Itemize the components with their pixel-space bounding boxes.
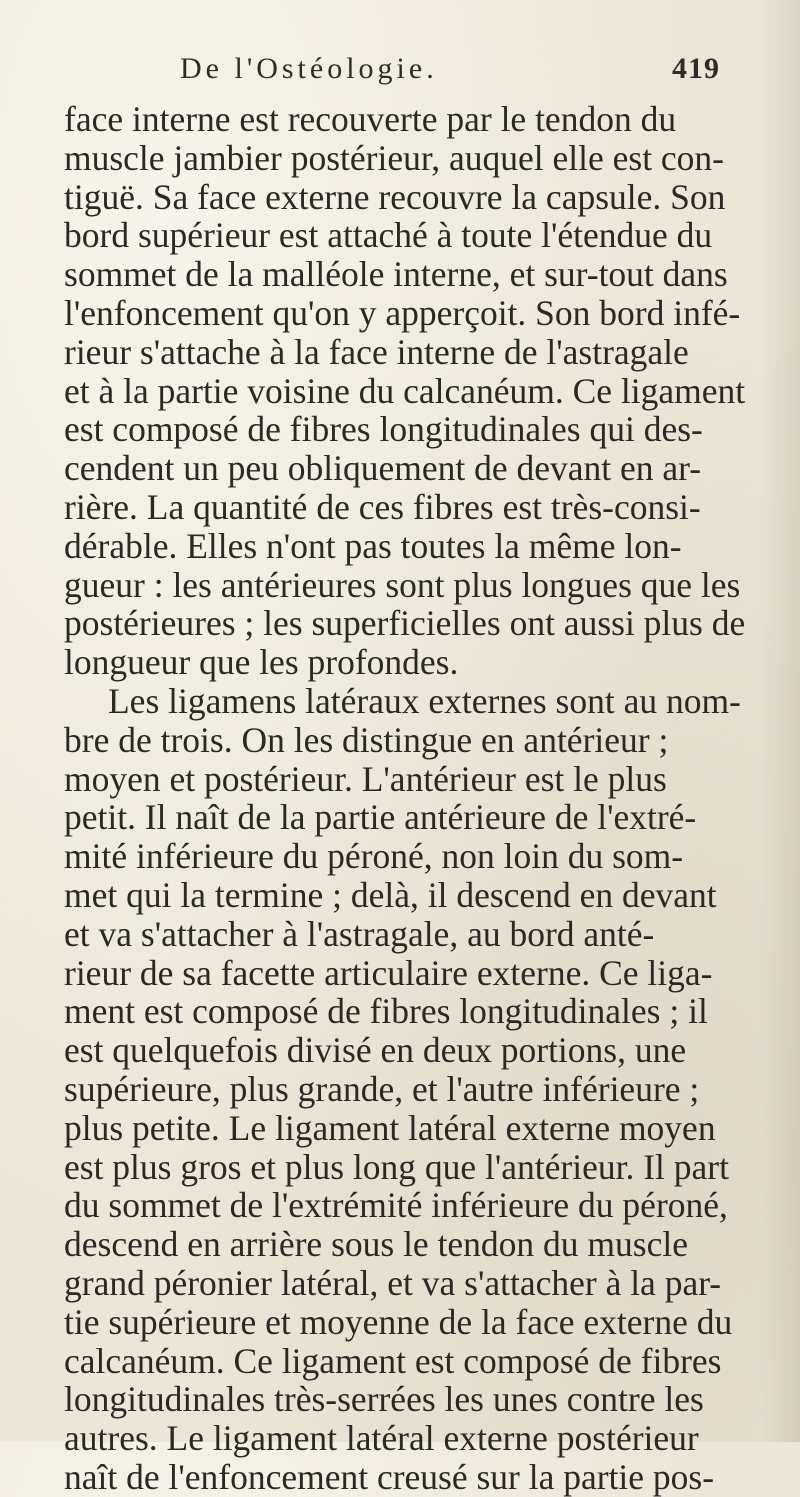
text-line: du sommet de l'extrémité inférieure du péroné, xyxy=(64,1185,728,1226)
page-number: 419 xyxy=(672,52,720,85)
text-line: est plus gros et plus long que l'antérieur. Il part xyxy=(64,1146,729,1187)
text-line: petit. Il naît de la partie antérieure de l'extré- xyxy=(64,797,697,838)
text-line: gueur : les antérieures sont plus longues que les xyxy=(64,564,741,605)
text-line: tiguë. Sa face externe recouvre la capsule. Son xyxy=(64,176,726,217)
text-line: muscle jambier postérieur, auquel elle est con- xyxy=(64,137,725,178)
text-line: mité inférieure du péroné, non loin du som- xyxy=(64,836,684,877)
text-line: bre de trois. On les distingue en antérieur ; xyxy=(64,719,669,760)
text-line: postérieures ; les superficielles ont aussi plus de xyxy=(64,603,746,644)
text-line: rieur s'attache à la face interne de l'astragale xyxy=(64,331,689,372)
text-line: est composé de fibres longitudinales qui des- xyxy=(64,409,703,450)
text-line: naît de l'enfoncement creusé sur la partie pos- xyxy=(64,1456,715,1497)
text-line: rieur de sa facette articulaire externe. Ce liga- xyxy=(64,952,713,993)
text-line: bord supérieur est attaché à toute l'étendue du xyxy=(64,215,713,256)
running-title: De l'Ostéologie. xyxy=(180,52,438,85)
page-edge-shadow xyxy=(760,0,800,1442)
text-line: calcanéum. Ce ligament est composé de fibres xyxy=(64,1340,722,1381)
text-line: et à la partie voisine du calcanéum. Ce ligament xyxy=(64,370,746,411)
text-line: plus petite. Le ligament latéral externe moyen xyxy=(64,1107,716,1148)
text-line: supérieure, plus grande, et l'autre inférieure ; xyxy=(64,1068,700,1109)
text-line: longitudinales très-serrées les unes contre les xyxy=(64,1379,704,1420)
text-line: et va s'attacher à l'astragale, au bord anté- xyxy=(64,913,655,954)
text-line: est quelquefois divisé en deux portions, une xyxy=(64,1030,687,1071)
paragraph-start-line: Les ligamens latéraux externes sont au nom- xyxy=(108,680,741,721)
text-line: grand péronier latéral, et va s'attacher à la par- xyxy=(64,1262,722,1303)
text-line: met qui la termine ; delà, il descend en devant xyxy=(64,874,717,915)
text-line: longueur que les profondes. xyxy=(64,642,459,683)
text-line: cendent un peu obliquement de devant en ar- xyxy=(64,448,702,489)
text-line: tie supérieure et moyenne de la face externe du xyxy=(64,1301,733,1342)
text-line: descend en arrière sous le tendon du muscle xyxy=(64,1224,688,1265)
text-line: autres. Le ligament latéral externe postérieur xyxy=(64,1418,699,1459)
text-line: ment est composé de fibres longitudinales ; il xyxy=(64,991,708,1032)
text-line: dérable. Elles n'ont pas toutes la même lon- xyxy=(64,525,682,566)
text-line: moyen et postérieur. L'antérieur est le plus xyxy=(64,758,667,799)
text-line: sommet de la malléole interne, et sur-tout dans xyxy=(64,254,728,295)
text-line: l'enfoncement qu'on y apperçoit. Son bord infé- xyxy=(64,292,741,333)
body-text xyxy=(64,100,764,1497)
running-head xyxy=(180,52,720,92)
text-line: face interne est recouverte par le tendon du xyxy=(64,99,677,139)
text-line: rière. La quantité de ces fibres est très-consi- xyxy=(64,486,701,527)
